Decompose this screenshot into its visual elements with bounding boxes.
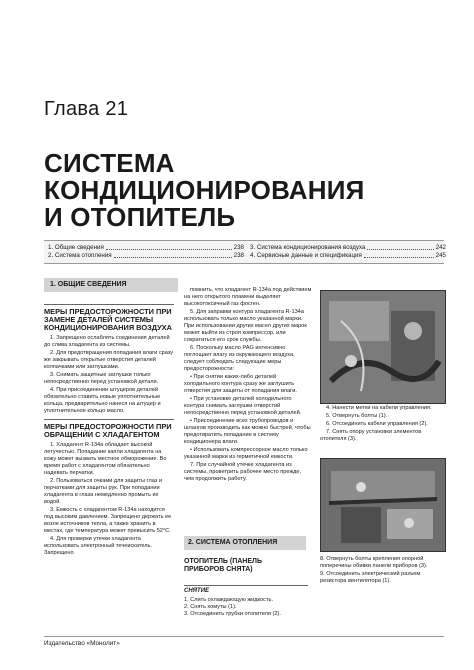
toc-item[interactable]: 2. Система отопления 238	[48, 252, 244, 259]
paragraph: 3. Емкость с хладагентом R-134a находится под высоким давлением. Запрещено держать ее возле источников тепла, а также хранить в местах, где температура может превысить 52°C.	[44, 507, 172, 534]
paragraph: 5. Для заправки контура хладагента R-134a использовать только масло указанной марки. При использовании других масел других марок может выйти из строя компрессор, или сократиться его срок службы.	[184, 309, 307, 343]
step: 4. Нанести метки на кабели управления.	[326, 405, 432, 411]
paragraph: • Присоединение всех трубопроводов и шлангов производить как можно быстрей, чтобы предотвратить попадание в систему кондиционера влаги.	[184, 418, 311, 445]
paragraph: помнить, что хладагент R-134a под действием на него открытого пламени выделяет высокотоксичный газ фосген.	[184, 287, 312, 307]
page-title	[44, 150, 464, 231]
footer-publisher: Издательство «Монолит»	[44, 636, 444, 647]
paragraph: 4. При присоединении штуцеров деталей обязательно ставить новые уплотнительные кольца, предварительно нанеся на штуцер и уплотнительное кольцо масло.	[44, 387, 161, 414]
paragraph: 4. Для проверки утечки хладагента использовать электронный течеискатель. Запрещено	[44, 536, 153, 556]
step: 2. Снять хомуты (1).	[184, 604, 237, 610]
subheading-parts-precautions: МЕРЫ ПРЕДОСТОРОЖНОСТИ ПРИ ЗАМЕНЕ ДЕТАЛЕЙ СИСТЕМЫ КОНДИЦИОНИРОВАНИЯ ВОЗДУХА	[44, 304, 174, 332]
step: 8. Отвернуть болты крепления опорной поперечины обивки панели приборов (3).	[320, 556, 428, 569]
toc-item[interactable]: 3. Система кондиционирования воздуха 242	[250, 244, 446, 251]
title-line-3: И ОТОПИТЕЛЬ	[44, 202, 236, 232]
paragraph: 1. Запрещено ослаблять соединения деталей до слива хладагента из системы.	[44, 335, 170, 348]
section-heading-heating: 2. СИСТЕМА ОТОПЛЕНИЯ	[184, 536, 306, 550]
step: 1. Слить охлаждающую жидкость.	[184, 597, 274, 603]
title-line-1: СИСТЕМА	[44, 148, 175, 178]
section-heading-general: 1. ОБЩИЕ СВЕДЕНИЯ	[44, 278, 178, 292]
subheading-refrigerant-precautions: МЕРЫ ПРЕДОСТОРОЖНОСТИ ПРИ ОБРАЩЕНИИ С ХЛАДАГЕНТОМ	[44, 419, 174, 439]
paragraph: 1. Хладагент R-134a обладает высокой летучестью. Попадание капли хладагента на кожу может вызвать местное обморожение. Во время работ с хладагентом обязательно надевать перчатки.	[44, 442, 167, 476]
removal-heading: СНЯТИЕ	[184, 585, 308, 595]
table-of-contents	[44, 240, 444, 264]
paragraph: 2. Для предотвращения попадания влаги сразу же закрывать открытые отверстия деталей колпачками или заглушками.	[44, 350, 174, 370]
column-right-steps-2	[320, 556, 444, 586]
step: 6. Отсоединить кабели управления (2).	[326, 421, 428, 427]
step: 3. Отсоединить трубки отопителя (2).	[184, 611, 281, 617]
column-right-steps	[320, 405, 444, 444]
paragraph: 3. Снимать защитные заглушки только непосредственно перед установкой детали.	[44, 372, 159, 385]
chapter-heading: Глава 21	[44, 98, 129, 120]
removal-steps	[184, 585, 308, 618]
title-line-2: КОНДИЦИОНИРОВАНИЯ	[44, 175, 365, 205]
step: 5. Отвернуть болты (1).	[326, 413, 388, 419]
paragraph: 6. Поскольку масло PAG интенсивно поглощает влагу из окружающего воздуха, следует соблюдать следующие меры предосторожности:	[184, 345, 295, 372]
toc-item[interactable]: 1. Общие сведения 238	[48, 244, 244, 251]
column-middle	[184, 287, 312, 484]
engine-photo	[320, 290, 446, 404]
heater-photo	[320, 458, 446, 552]
paragraph: 2. Пользоваться очками для защиты глаз и перчатками для защиты рук. При попадании хладагента в глаза немедленно промыть их водой.	[44, 478, 163, 505]
paragraph: • Использовать компрессорное масло только указанной марки из герметичной емкости.	[184, 447, 308, 460]
step: 9. Отсоединить электрический разъем резистора вентилятора (1).	[320, 571, 421, 584]
step: 7. Снять опору установки элементов отопителя (3).	[320, 429, 422, 442]
paragraph: • При установке деталей холодильного контура снимать заглушки отверстий непосредственно перед установкой деталей.	[184, 396, 302, 416]
paragraph: • При снятии каких-либо деталей холодильного контура сразу же заглушить отверстия для защиты от попадания влаги.	[184, 374, 297, 394]
subheading-heater: ОТОПИТЕЛЬ (ПАНЕЛЬ ПРИБОРОВ СНЯТА)	[184, 558, 262, 573]
paragraph: 7. При случайной утечке хладагента из системы, проветрить рабочее место прежде, чем продолжить работу.	[184, 462, 302, 482]
toc-item[interactable]: 4. Сервисные данные и спецификация 245	[250, 252, 446, 259]
column-left	[44, 300, 174, 558]
